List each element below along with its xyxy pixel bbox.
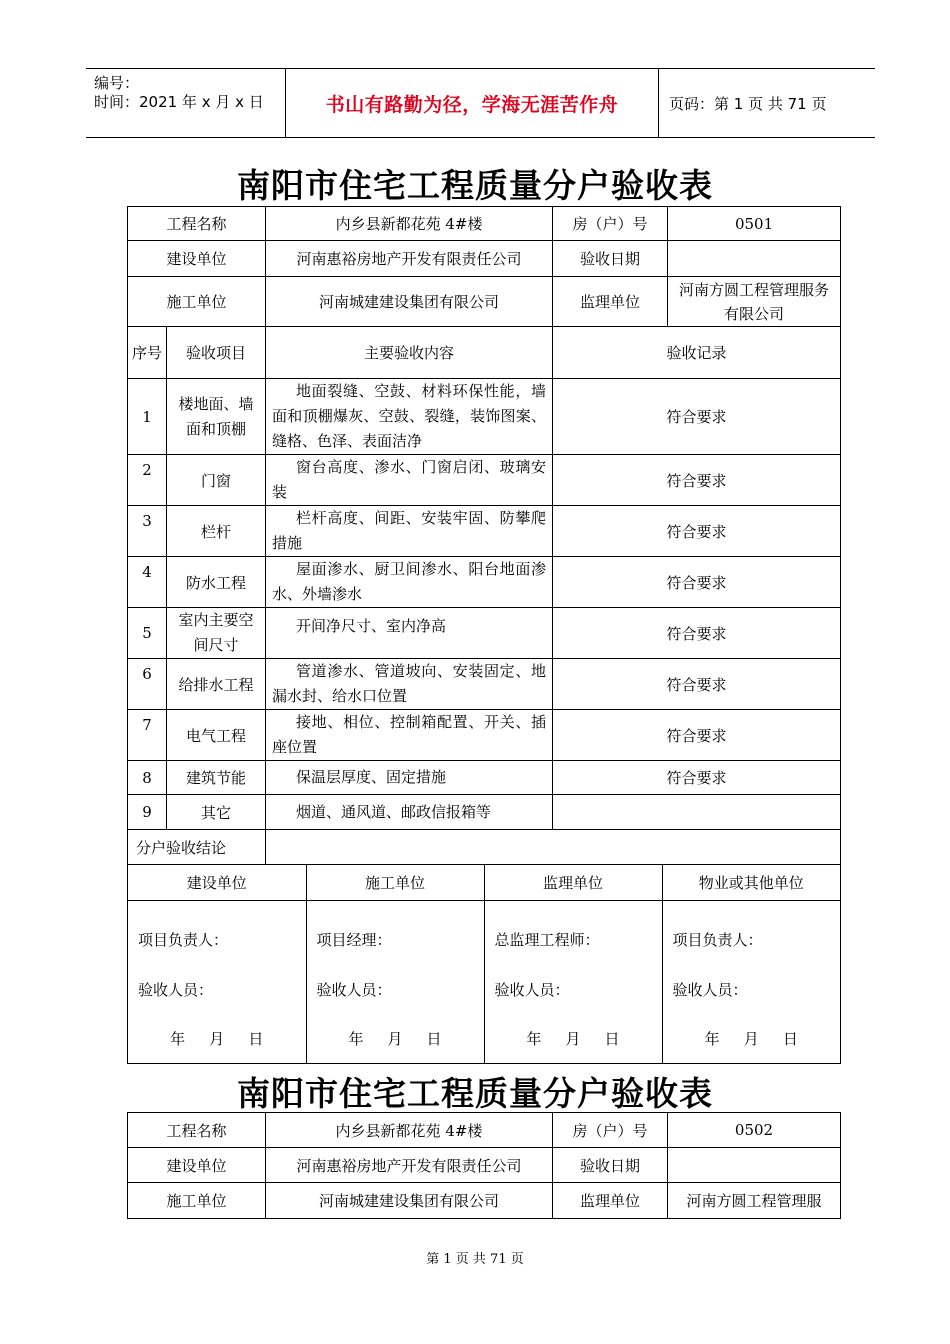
table-row xyxy=(128,455,841,506)
row-item: 给排水工程 xyxy=(167,659,266,710)
form1-row-constructor xyxy=(128,277,841,327)
col-record-header: 验收记录 xyxy=(553,327,841,379)
date-month: 月 xyxy=(209,1030,225,1048)
sign-date xyxy=(495,1015,652,1063)
number-label: 编号： xyxy=(94,74,140,92)
table-row xyxy=(128,761,841,795)
row-no: 9 xyxy=(128,795,167,830)
sign-unit-constructor: 施工单位 xyxy=(306,865,484,900)
table-row xyxy=(128,659,841,710)
builder-label: 建设单位 xyxy=(128,241,266,277)
builder-value: 河南惠裕房地产开发有限责任公司 xyxy=(266,241,553,277)
sign-inspector: 验收人员： xyxy=(494,980,570,999)
sign-unit-property: 物业或其他单位 xyxy=(698,873,804,892)
row-no: 2 xyxy=(128,455,167,506)
form1-row-sign-units xyxy=(128,865,841,1064)
conclusion-label: 分户验收结论 xyxy=(128,830,266,865)
builder-label: 建设单位 xyxy=(128,1148,266,1183)
form1-row-colheaders xyxy=(128,327,841,379)
sign-cell-property xyxy=(662,900,840,1063)
header-motto-cell xyxy=(286,69,659,137)
row-record: 符合要求 xyxy=(553,761,841,795)
col-no-header: 序号 xyxy=(128,327,167,379)
supervisor-value: 河南方圆工程管理服务有限公司 xyxy=(668,277,841,327)
accept-date-label: 验收日期 xyxy=(553,241,668,277)
date-month: 月 xyxy=(387,1030,403,1048)
row-content: 栏杆高度、间距、安装牢固、防攀爬措施 xyxy=(266,506,553,557)
form1-title: 南阳市住宅工程质量分户验收表 xyxy=(237,166,713,205)
sign-table xyxy=(128,865,840,1063)
table-row xyxy=(128,557,841,608)
row-item: 其它 xyxy=(167,795,266,830)
header-meta xyxy=(86,69,286,137)
row-no: 8 xyxy=(128,761,167,795)
row-no: 1 xyxy=(128,379,167,455)
room-label: 房（户）号 xyxy=(553,207,668,241)
row-item: 建筑节能 xyxy=(167,761,266,795)
sign-cell-builder xyxy=(128,900,306,1063)
row-item: 电气工程 xyxy=(167,710,266,761)
row-no: 6 xyxy=(128,659,167,710)
constructor-value: 河南城建建设集团有限公司 xyxy=(266,277,553,327)
form1-row-conclusion xyxy=(128,830,841,865)
row-record: 符合要求 xyxy=(553,455,841,506)
row-item: 防水工程 xyxy=(167,557,266,608)
date-month: 月 xyxy=(565,1030,581,1048)
page-info: 页码：第 1 页 共 71 页 xyxy=(669,94,827,113)
col-content-header: 主要验收内容 xyxy=(266,327,553,379)
builder-value: 河南惠裕房地产开发有限责任公司 xyxy=(266,1148,553,1183)
conclusion-value xyxy=(266,830,841,865)
sign-leader: 项目经理： xyxy=(316,930,392,949)
table-row xyxy=(128,506,841,557)
table-row xyxy=(128,710,841,761)
row-record xyxy=(553,795,841,830)
date-year: 年 xyxy=(704,1030,720,1048)
time-label: 时间：2021 年 x 月 x 日 xyxy=(94,93,264,111)
page-header xyxy=(86,68,875,138)
sign-inspector: 验收人员： xyxy=(672,980,748,999)
motto: 书山有路勤为径，学海无涯苦作舟 xyxy=(325,93,619,116)
row-content: 管道渗水、管道坡向、安装固定、地漏水封、给水口位置 xyxy=(266,659,553,710)
constructor-label: 施工单位 xyxy=(128,277,266,327)
row-record: 符合要求 xyxy=(553,710,841,761)
constructor-value: 河南城建建设集团有限公司 xyxy=(266,1183,553,1219)
form2-title: 南阳市住宅工程质量分户验收表 xyxy=(237,1074,713,1113)
date-year: 年 xyxy=(170,1030,186,1048)
project-name-label: 工程名称 xyxy=(128,1113,266,1148)
sign-leader: 项目负责人： xyxy=(672,930,763,949)
table-row xyxy=(128,608,841,659)
row-record: 符合要求 xyxy=(553,659,841,710)
row-no: 4 xyxy=(128,557,167,608)
sign-date xyxy=(138,1015,296,1063)
row-no: 3 xyxy=(128,506,167,557)
form2-row-constructor xyxy=(128,1183,841,1219)
project-name-label: 工程名称 xyxy=(128,207,266,241)
date-day: 日 xyxy=(782,1030,798,1048)
date-day: 日 xyxy=(604,1030,620,1048)
constructor-label: 施工单位 xyxy=(128,1183,266,1219)
sign-inspector: 验收人员： xyxy=(138,980,214,999)
accept-date-value xyxy=(668,241,841,277)
form2-row-project xyxy=(128,1113,841,1148)
supervisor-value: 河南方圆工程管理服 xyxy=(668,1183,841,1219)
row-content: 开间净尺寸、室内净高 xyxy=(266,608,553,659)
date-year: 年 xyxy=(526,1030,542,1048)
accept-date-label: 验收日期 xyxy=(553,1148,668,1183)
form2-table xyxy=(127,1112,841,1219)
row-item: 栏杆 xyxy=(167,506,266,557)
form2-row-builder xyxy=(128,1148,841,1183)
sign-unit-supervisor: 监理单位 xyxy=(484,865,662,900)
form1-row-builder xyxy=(128,241,841,277)
sign-cell-constructor xyxy=(306,900,484,1063)
accept-date-value xyxy=(668,1148,841,1183)
form1-table xyxy=(127,206,841,1064)
sign-date xyxy=(673,1015,831,1063)
page-footer: 第 1 页 共 71 页 xyxy=(426,1252,524,1267)
row-content: 保温层厚度、固定措施 xyxy=(266,761,553,795)
row-content: 地面裂缝、空鼓、材料环保性能，墙面和顶棚爆灰、空鼓、裂缝，装饰图案、缝格、色泽、表面洁净 xyxy=(266,379,553,455)
room-value: 0502 xyxy=(668,1113,841,1148)
room-label: 房（户）号 xyxy=(553,1113,668,1148)
sign-leader: 项目负责人： xyxy=(138,930,229,949)
row-no: 7 xyxy=(128,710,167,761)
table-row xyxy=(128,379,841,455)
sign-cell-supervisor xyxy=(484,900,662,1063)
row-content: 屋面渗水、厨卫间渗水、阳台地面渗水、外墙渗水 xyxy=(266,557,553,608)
row-no: 5 xyxy=(128,608,167,659)
table-row xyxy=(128,795,841,830)
col-item-header: 验收项目 xyxy=(167,327,266,379)
sign-inspector: 验收人员： xyxy=(316,980,392,999)
supervisor-label: 监理单位 xyxy=(553,1183,668,1219)
sign-leader: 总监理工程师： xyxy=(494,930,600,949)
row-record: 符合要求 xyxy=(553,557,841,608)
row-item: 楼地面、墙面和顶棚 xyxy=(167,379,266,455)
row-content: 接地、相位、控制箱配置、开关、插座位置 xyxy=(266,710,553,761)
row-content: 烟道、通风道、邮政信报箱等 xyxy=(266,795,553,830)
row-record: 符合要求 xyxy=(553,506,841,557)
row-item: 门窗 xyxy=(167,455,266,506)
row-content: 窗台高度、渗水、门窗启闭、玻璃安装 xyxy=(266,455,553,506)
sign-unit-builder: 建设单位 xyxy=(128,865,306,900)
row-item: 室内主要空间尺寸 xyxy=(167,608,266,659)
room-value: 0501 xyxy=(668,207,841,241)
date-day: 日 xyxy=(426,1030,442,1048)
project-name-value: 内乡县新都花苑 4#楼 xyxy=(266,207,553,241)
date-month: 月 xyxy=(743,1030,759,1048)
project-name-value: 内乡县新都花苑 4#楼 xyxy=(266,1113,553,1148)
form1-row-project xyxy=(128,207,841,241)
supervisor-label: 监理单位 xyxy=(553,277,668,327)
date-day: 日 xyxy=(248,1030,264,1048)
row-record: 符合要求 xyxy=(553,608,841,659)
date-year: 年 xyxy=(348,1030,364,1048)
row-record: 符合要求 xyxy=(553,379,841,455)
sign-date xyxy=(317,1015,474,1063)
